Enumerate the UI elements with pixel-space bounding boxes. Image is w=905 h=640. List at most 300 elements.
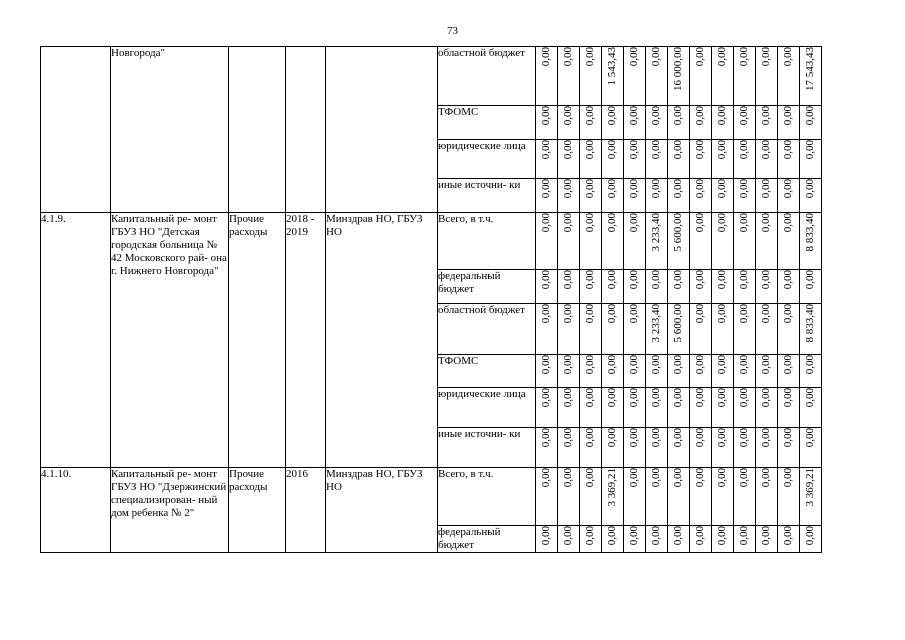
value-cell: [668, 213, 690, 270]
project-years: 2016: [286, 468, 326, 553]
table-row: [41, 47, 822, 106]
value-text: 0,00: [540, 270, 552, 290]
value-text: 0,00: [606, 179, 618, 199]
value-cell: [602, 140, 624, 179]
value-text: 0,00: [584, 47, 596, 67]
value-cell: [668, 388, 690, 428]
value-text: 1 543,43: [606, 47, 618, 86]
value-text: 0,00: [694, 304, 706, 324]
value-text: 0,00: [760, 106, 772, 126]
value-cell: [800, 140, 822, 179]
value-text: 5 600,00: [672, 304, 684, 343]
value-cell: [580, 106, 602, 140]
value-text: 0,00: [628, 468, 640, 488]
value-cell: [536, 270, 558, 304]
value-text: 16 000,00: [672, 47, 684, 91]
value-cell: [580, 388, 602, 428]
value-cell: [624, 468, 646, 526]
value-text: 0,00: [782, 428, 794, 448]
funding-source: федеральный бюджет: [438, 270, 536, 304]
value-cell: [558, 106, 580, 140]
value-cell: [756, 47, 778, 106]
project-years: [286, 47, 326, 213]
value-text: 0,00: [716, 526, 728, 546]
value-cell: [558, 140, 580, 179]
value-cell: [734, 140, 756, 179]
value-text: 0,00: [628, 179, 640, 199]
value-text: 0,00: [628, 47, 640, 67]
value-text: 0,00: [650, 106, 662, 126]
value-text: 0,00: [584, 270, 596, 290]
expense-type: Прочие расходы: [229, 468, 286, 553]
value-cell: [756, 179, 778, 213]
value-text: 0,00: [716, 304, 728, 324]
value-text: 0,00: [672, 428, 684, 448]
value-cell: [778, 468, 800, 526]
value-text: 0,00: [628, 304, 640, 324]
value-text: 0,00: [606, 304, 618, 324]
value-cell: [756, 526, 778, 553]
value-cell: [800, 179, 822, 213]
value-cell: [712, 106, 734, 140]
value-cell: [558, 388, 580, 428]
value-text: 0,00: [782, 270, 794, 290]
value-text: 0,00: [694, 468, 706, 488]
value-text: 0,00: [804, 179, 816, 199]
value-text: 0,00: [628, 270, 640, 290]
value-cell: [734, 388, 756, 428]
value-cell: [536, 468, 558, 526]
value-text: 0,00: [628, 106, 640, 126]
value-cell: [800, 468, 822, 526]
value-text: 0,00: [540, 428, 552, 448]
value-text: 0,00: [694, 106, 706, 126]
value-text: 0,00: [716, 106, 728, 126]
funding-source: Всего, в т.ч.: [438, 213, 536, 270]
value-text: 0,00: [606, 213, 618, 233]
value-cell: [624, 388, 646, 428]
value-text: 0,00: [628, 428, 640, 448]
value-cell: [800, 47, 822, 106]
value-cell: [602, 468, 624, 526]
funding-source: юридические лица: [438, 388, 536, 428]
page-number: 73: [447, 25, 458, 37]
value-text: 0,00: [540, 47, 552, 67]
value-cell: [778, 428, 800, 468]
value-text: 0,00: [694, 355, 706, 375]
value-cell: [580, 468, 602, 526]
value-text: 3 233,40: [650, 213, 662, 252]
value-text: 0,00: [738, 526, 750, 546]
value-cell: [624, 140, 646, 179]
value-text: 3 369,21: [606, 468, 618, 507]
value-cell: [778, 304, 800, 355]
value-cell: [712, 468, 734, 526]
value-cell: [624, 179, 646, 213]
value-cell: [690, 140, 712, 179]
value-text: 0,00: [562, 428, 574, 448]
value-cell: [734, 106, 756, 140]
value-text: 0,00: [738, 468, 750, 488]
project-name: Капитальный ре- монт ГБУЗ НО "Дзержинский специализирован- ный дом ребенка № 2": [111, 468, 229, 553]
value-cell: [778, 270, 800, 304]
value-text: 0,00: [562, 526, 574, 546]
value-text: 0,00: [628, 526, 640, 546]
value-cell: [558, 526, 580, 553]
value-text: 0,00: [584, 526, 596, 546]
value-text: 0,00: [782, 304, 794, 324]
value-text: 0,00: [760, 428, 772, 448]
value-cell: [602, 179, 624, 213]
project-code: 4.1.9.: [41, 213, 111, 468]
funding-source: федеральный бюджет: [438, 526, 536, 553]
value-cell: [602, 355, 624, 388]
value-cell: [602, 388, 624, 428]
value-text: 0,00: [782, 47, 794, 67]
value-text: 0,00: [584, 106, 596, 126]
value-cell: [558, 47, 580, 106]
value-text: 0,00: [760, 468, 772, 488]
project-name: Капитальный ре- монт ГБУЗ НО "Детская городская больница № 42 Московского рай- она г. Нижнего Новгорода": [111, 213, 229, 468]
value-text: 0,00: [562, 388, 574, 408]
funding-source: Всего, в т.ч.: [438, 468, 536, 526]
value-text: 0,00: [672, 355, 684, 375]
value-cell: [536, 140, 558, 179]
value-text: 0,00: [562, 106, 574, 126]
value-cell: [712, 355, 734, 388]
value-text: 0,00: [540, 468, 552, 488]
value-cell: [646, 213, 668, 270]
value-text: 0,00: [738, 213, 750, 233]
value-cell: [624, 526, 646, 553]
value-cell: [778, 179, 800, 213]
value-text: 0,00: [562, 140, 574, 160]
value-text: 0,00: [562, 355, 574, 375]
value-cell: [602, 213, 624, 270]
value-cell: [580, 304, 602, 355]
value-text: 0,00: [738, 179, 750, 199]
budget-table: [40, 46, 822, 553]
project-code: [41, 47, 111, 213]
value-text: 0,00: [672, 140, 684, 160]
value-text: 0,00: [782, 140, 794, 160]
value-cell: [800, 526, 822, 553]
value-cell: [602, 106, 624, 140]
value-text: 8 833,40: [804, 213, 816, 252]
value-text: 0,00: [650, 140, 662, 160]
value-cell: [800, 270, 822, 304]
value-text: 0,00: [694, 388, 706, 408]
value-text: 0,00: [760, 388, 772, 408]
value-cell: [734, 47, 756, 106]
value-cell: [580, 179, 602, 213]
value-cell: [690, 468, 712, 526]
value-cell: [734, 213, 756, 270]
funding-source: ТФОМС: [438, 106, 536, 140]
value-cell: [690, 213, 712, 270]
value-text: 0,00: [694, 270, 706, 290]
value-text: 0,00: [540, 213, 552, 233]
value-text: 0,00: [716, 468, 728, 488]
value-cell: [668, 304, 690, 355]
value-cell: [624, 270, 646, 304]
value-cell: [690, 428, 712, 468]
value-cell: [690, 304, 712, 355]
value-cell: [624, 304, 646, 355]
value-text: 0,00: [672, 526, 684, 546]
value-text: 17 543,43: [804, 47, 816, 91]
value-text: 5 600,00: [672, 213, 684, 252]
value-text: 0,00: [694, 428, 706, 448]
value-text: 0,00: [584, 388, 596, 408]
value-cell: [734, 179, 756, 213]
value-cell: [646, 179, 668, 213]
value-cell: [646, 388, 668, 428]
value-cell: [690, 388, 712, 428]
value-text: 0,00: [782, 213, 794, 233]
value-text: 0,00: [694, 140, 706, 160]
value-text: 0,00: [606, 270, 618, 290]
value-text: 0,00: [782, 388, 794, 408]
value-cell: [558, 270, 580, 304]
value-text: 0,00: [782, 179, 794, 199]
value-cell: [800, 304, 822, 355]
value-cell: [602, 428, 624, 468]
value-text: 0,00: [628, 388, 640, 408]
value-cell: [536, 213, 558, 270]
value-text: 0,00: [694, 213, 706, 233]
value-text: 0,00: [760, 179, 772, 199]
value-cell: [668, 526, 690, 553]
value-cell: [756, 388, 778, 428]
value-text: 0,00: [716, 270, 728, 290]
value-text: 0,00: [716, 47, 728, 67]
project-executor: Минздрав НО, ГБУЗ НО: [326, 213, 438, 468]
value-text: 0,00: [782, 468, 794, 488]
value-cell: [712, 179, 734, 213]
value-text: 0,00: [650, 179, 662, 199]
value-cell: [536, 47, 558, 106]
value-cell: [668, 140, 690, 179]
value-text: 0,00: [672, 270, 684, 290]
value-text: 0,00: [738, 47, 750, 67]
value-cell: [580, 140, 602, 179]
value-cell: [778, 388, 800, 428]
value-text: 0,00: [760, 355, 772, 375]
value-text: 0,00: [606, 428, 618, 448]
value-text: 0,00: [760, 526, 772, 546]
value-cell: [536, 388, 558, 428]
value-text: 0,00: [540, 106, 552, 126]
value-text: 0,00: [782, 106, 794, 126]
value-text: 0,00: [804, 428, 816, 448]
project-executor: [326, 47, 438, 213]
value-cell: [646, 428, 668, 468]
value-text: 0,00: [606, 140, 618, 160]
value-cell: [536, 106, 558, 140]
value-cell: [690, 355, 712, 388]
value-text: 8 833,40: [804, 304, 816, 343]
value-text: 0,00: [804, 355, 816, 375]
value-text: 0,00: [716, 213, 728, 233]
value-text: 0,00: [628, 140, 640, 160]
value-text: 0,00: [716, 140, 728, 160]
value-text: 0,00: [562, 304, 574, 324]
value-cell: [558, 468, 580, 526]
value-text: 0,00: [738, 270, 750, 290]
value-text: 0,00: [694, 526, 706, 546]
value-cell: [756, 304, 778, 355]
value-text: 0,00: [650, 47, 662, 67]
value-cell: [558, 179, 580, 213]
value-text: 0,00: [760, 140, 772, 160]
value-cell: [756, 213, 778, 270]
value-text: 0,00: [738, 428, 750, 448]
value-cell: [580, 526, 602, 553]
value-cell: [690, 179, 712, 213]
value-text: 0,00: [540, 355, 552, 375]
value-text: 0,00: [606, 388, 618, 408]
value-cell: [668, 106, 690, 140]
value-cell: [690, 47, 712, 106]
value-text: 0,00: [804, 388, 816, 408]
expense-type: Прочие расходы: [229, 213, 286, 468]
value-text: 0,00: [650, 428, 662, 448]
value-text: 0,00: [782, 526, 794, 546]
funding-source: областной бюджет: [438, 304, 536, 355]
value-cell: [734, 428, 756, 468]
value-text: 0,00: [584, 355, 596, 375]
value-text: 0,00: [540, 140, 552, 160]
value-text: 0,00: [716, 179, 728, 199]
value-text: 0,00: [738, 388, 750, 408]
value-cell: [624, 47, 646, 106]
value-text: 0,00: [804, 106, 816, 126]
value-text: 0,00: [606, 355, 618, 375]
value-cell: [580, 213, 602, 270]
value-text: 0,00: [782, 355, 794, 375]
value-text: 0,00: [628, 213, 640, 233]
value-cell: [580, 47, 602, 106]
value-cell: [602, 47, 624, 106]
value-text: 0,00: [540, 526, 552, 546]
table-row: [41, 213, 822, 270]
value-cell: [712, 140, 734, 179]
value-text: 0,00: [562, 179, 574, 199]
value-cell: [536, 526, 558, 553]
funding-source: юридические лица: [438, 140, 536, 179]
value-text: 0,00: [562, 213, 574, 233]
value-cell: [580, 355, 602, 388]
value-cell: [536, 428, 558, 468]
value-text: 0,00: [540, 388, 552, 408]
value-text: 0,00: [606, 526, 618, 546]
value-cell: [580, 428, 602, 468]
table-body: [41, 47, 822, 553]
value-cell: [734, 355, 756, 388]
value-text: 0,00: [672, 468, 684, 488]
value-cell: [778, 106, 800, 140]
value-text: 0,00: [584, 428, 596, 448]
value-cell: [624, 213, 646, 270]
value-cell: [712, 428, 734, 468]
funding-source: областной бюджет: [438, 47, 536, 106]
value-cell: [756, 140, 778, 179]
value-text: 0,00: [562, 468, 574, 488]
value-text: 0,00: [584, 213, 596, 233]
value-cell: [668, 179, 690, 213]
value-cell: [800, 213, 822, 270]
project-name: Новгорода": [111, 47, 229, 213]
value-text: 0,00: [540, 304, 552, 324]
value-text: 0,00: [694, 47, 706, 67]
value-cell: [756, 270, 778, 304]
value-cell: [602, 270, 624, 304]
value-cell: [624, 106, 646, 140]
value-cell: [778, 140, 800, 179]
value-cell: [536, 179, 558, 213]
value-text: 0,00: [760, 304, 772, 324]
value-cell: [558, 213, 580, 270]
value-cell: [668, 468, 690, 526]
value-text: 0,00: [716, 388, 728, 408]
value-cell: [668, 270, 690, 304]
value-cell: [800, 428, 822, 468]
value-cell: [646, 270, 668, 304]
project-executor: Минздрав НО, ГБУЗ НО: [326, 468, 438, 553]
value-cell: [712, 526, 734, 553]
value-cell: [668, 355, 690, 388]
value-text: 3 233,40: [650, 304, 662, 343]
value-cell: [734, 304, 756, 355]
value-cell: [646, 140, 668, 179]
value-text: 0,00: [650, 468, 662, 488]
value-cell: [690, 270, 712, 304]
value-cell: [668, 428, 690, 468]
value-text: 0,00: [606, 106, 618, 126]
value-cell: [734, 270, 756, 304]
value-text: 0,00: [650, 526, 662, 546]
value-text: 0,00: [562, 270, 574, 290]
value-text: 0,00: [716, 428, 728, 448]
value-cell: [624, 355, 646, 388]
value-text: 0,00: [760, 213, 772, 233]
value-cell: [712, 213, 734, 270]
value-cell: [756, 468, 778, 526]
value-cell: [668, 47, 690, 106]
value-cell: [602, 304, 624, 355]
value-text: 0,00: [804, 526, 816, 546]
value-cell: [580, 270, 602, 304]
value-cell: [712, 388, 734, 428]
expense-type: [229, 47, 286, 213]
funding-source: ТФОМС: [438, 355, 536, 388]
value-text: 0,00: [650, 270, 662, 290]
value-cell: [778, 213, 800, 270]
value-text: 0,00: [584, 140, 596, 160]
value-text: 0,00: [716, 355, 728, 375]
project-years: 2018 - 2019: [286, 213, 326, 468]
value-cell: [558, 304, 580, 355]
value-cell: [734, 468, 756, 526]
value-cell: [800, 355, 822, 388]
value-text: 0,00: [738, 140, 750, 160]
funding-source: иные источни- ки: [438, 179, 536, 213]
value-cell: [602, 526, 624, 553]
value-cell: [778, 355, 800, 388]
value-cell: [712, 47, 734, 106]
value-cell: [690, 106, 712, 140]
